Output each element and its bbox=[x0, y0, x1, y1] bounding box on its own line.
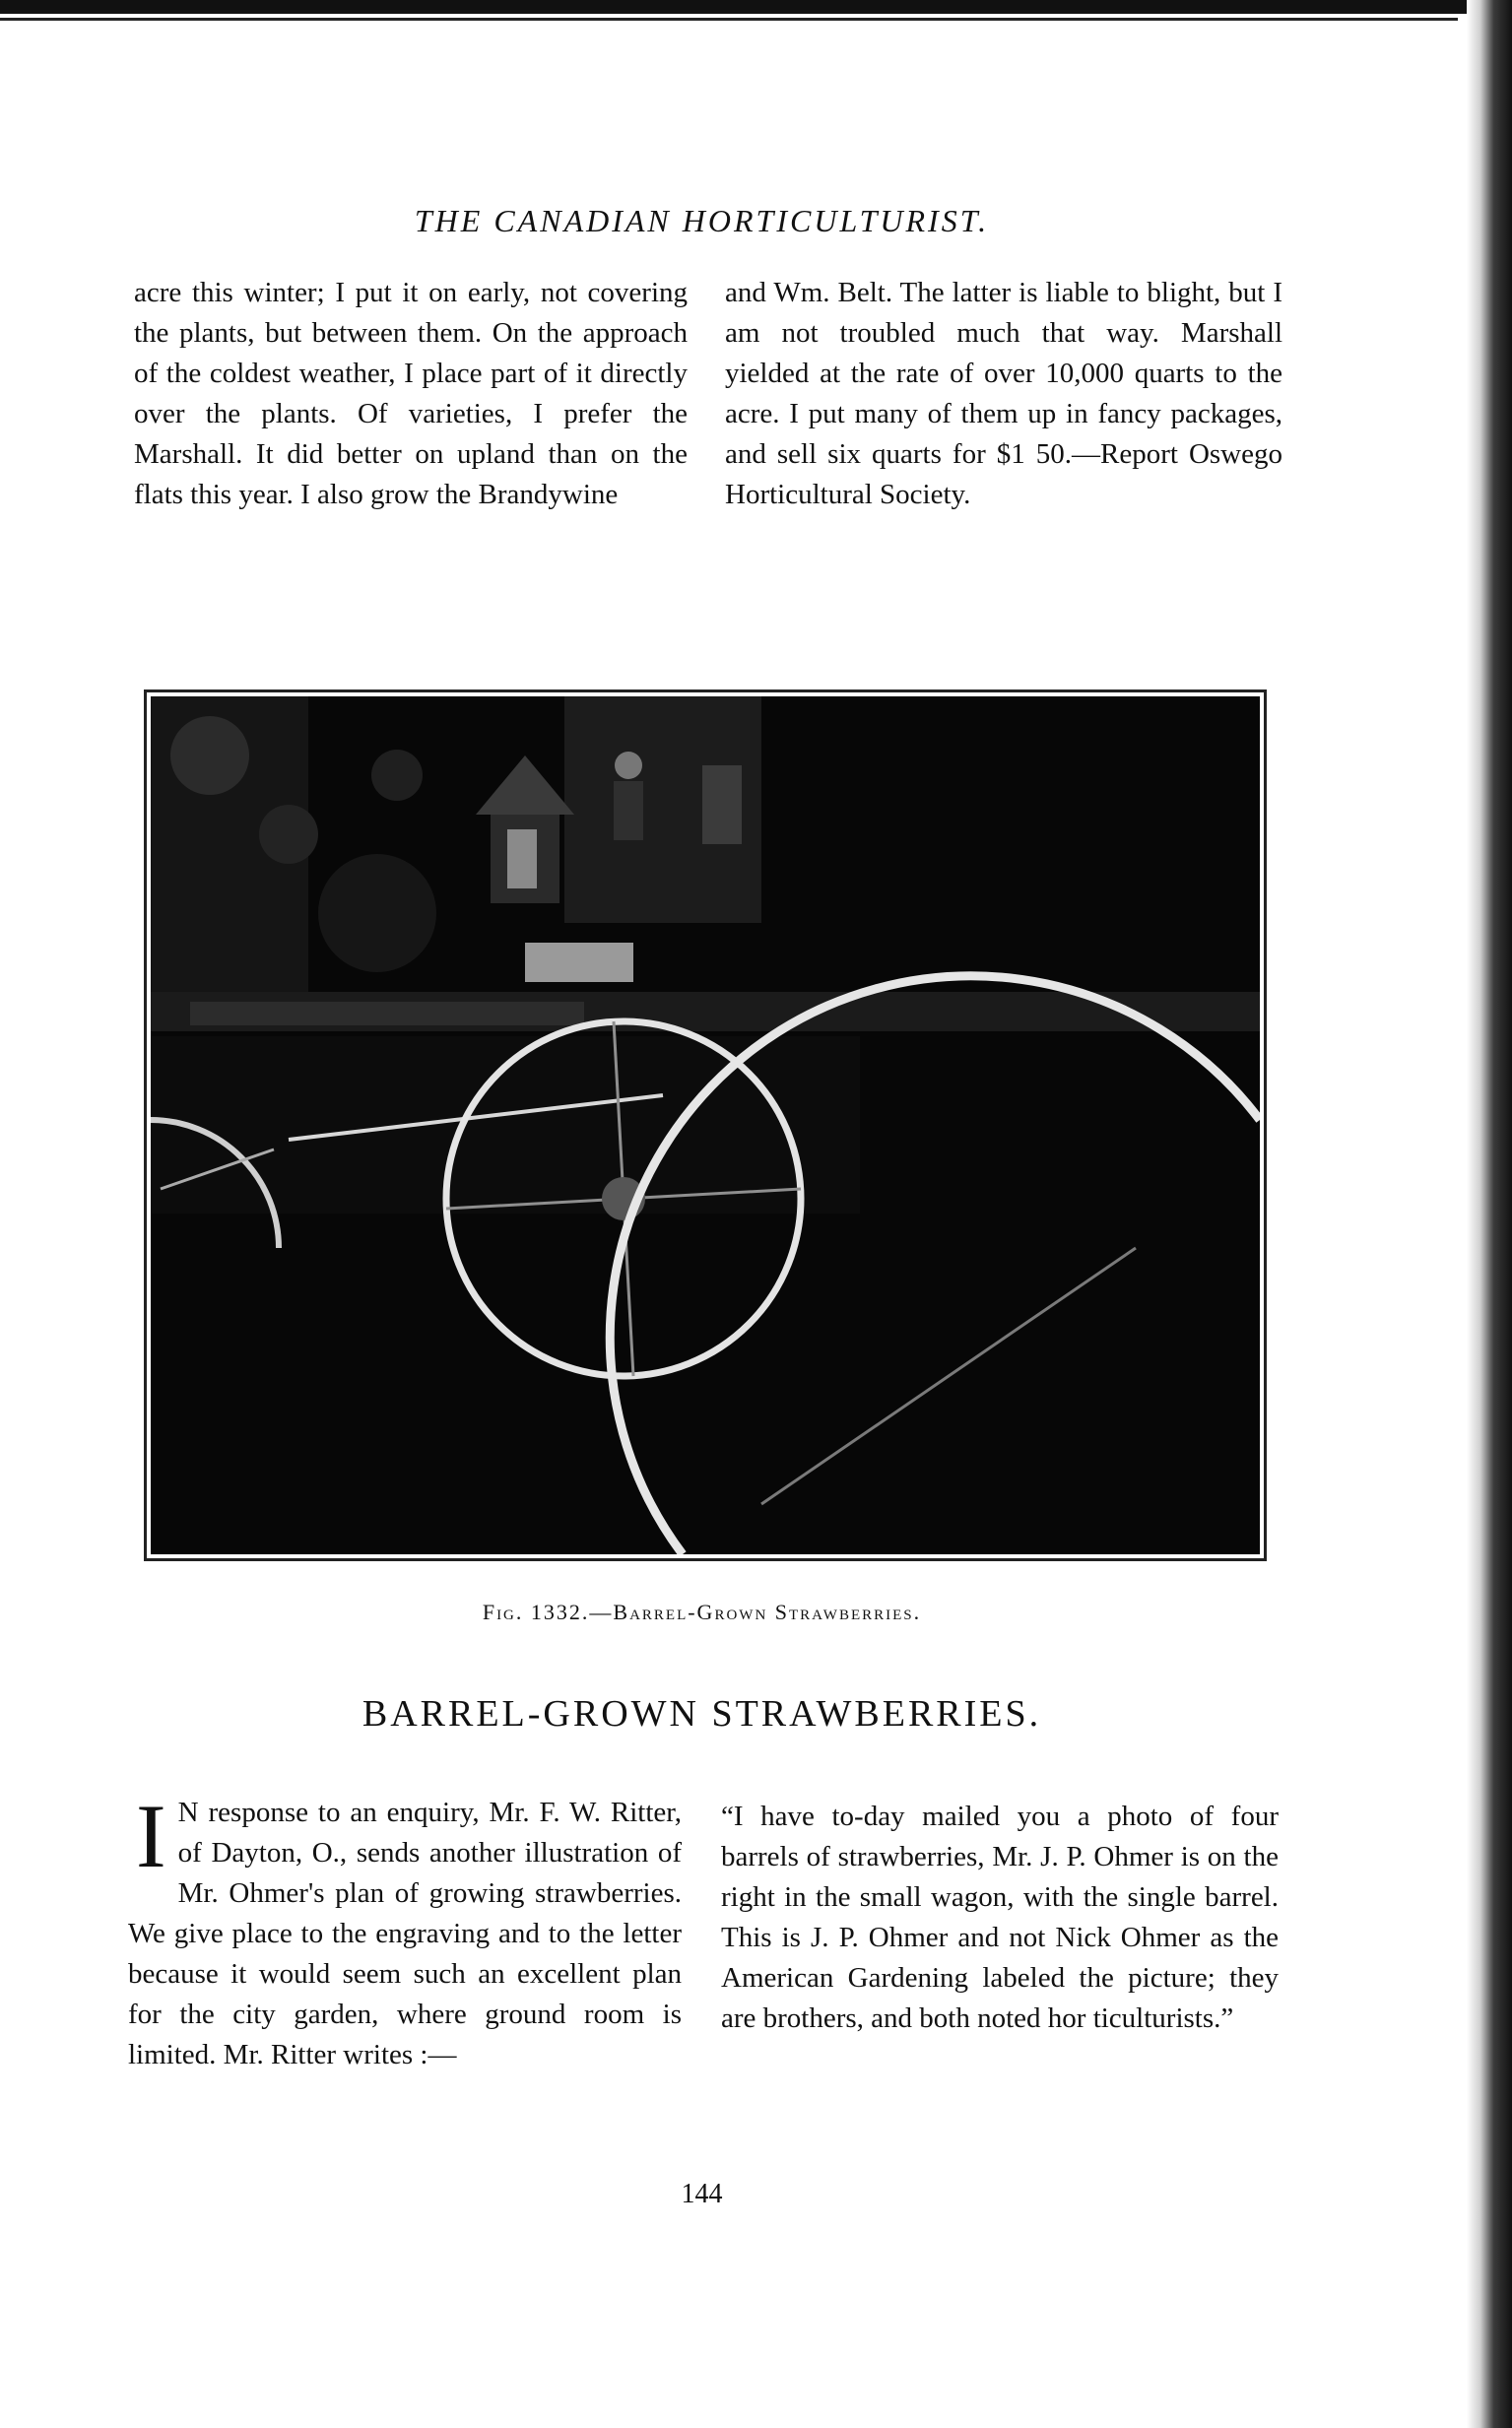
drop-cap: I bbox=[136, 1786, 166, 1886]
photo-illustration bbox=[151, 696, 1260, 1554]
top-scan-border bbox=[0, 0, 1512, 14]
column-right-top bbox=[725, 273, 1282, 515]
article-intro-paragraph: N response to an enquiry, Mr. F. W. Ritter, of Dayton, O., sends another illustration of Mr. Ohmer's plan of growing strawberries. We give place to the engraving and to the letter because it would seem such an excellent plan for the city garden, where ground room is limited. Mr. Ritter writes :— bbox=[128, 1797, 682, 2070]
figure-caption: Fig. 1332.—Barrel-Grown Strawberries. bbox=[482, 1600, 922, 1624]
paragraph-continued-right: and Wm. Belt. The latter is liable to blight, but I am not troubled much that way. Marshall yielded at the rate of over 10,000 quarts to the acre. I put many of them up in fancy packages, and sell six quarts for $1 50.—Report Oswego Horticultural Society. bbox=[725, 277, 1282, 510]
column-left-top bbox=[134, 273, 688, 515]
column-right-bottom bbox=[721, 1797, 1279, 2039]
barrel-strawberries-photo bbox=[151, 696, 1260, 1554]
figure-photo-frame bbox=[144, 689, 1267, 1561]
top-rule bbox=[0, 18, 1458, 21]
page-edge-shadow bbox=[1467, 0, 1512, 2428]
paragraph-continued: acre this winter; I put it on early, not covering the plants, but between them. On the approach of the coldest weather, I place part of it directly over the plants. Of varieties, I prefer the Marshall. It did better on upland than on the flats this year. I also grow the Brandywine bbox=[134, 277, 688, 510]
column-left-bottom bbox=[128, 1786, 682, 2075]
page-number: 144 bbox=[681, 2179, 723, 2209]
article-heading: BARREL-GROWN STRAWBERRIES. bbox=[362, 1693, 1042, 1735]
running-head: THE CANADIAN HORTICULTURIST. bbox=[414, 203, 990, 238]
letter-quote-paragraph: “I have to-day mailed you a photo of four barrels of strawberries, Mr. J. P. Ohmer is on the right in the small wagon, with the single barrel. This is J. P. Ohmer and not Nick Ohmer as the American Gardening labeled the picture; they are brothers, and both noted hor ticulturists.” bbox=[721, 1801, 1279, 2034]
